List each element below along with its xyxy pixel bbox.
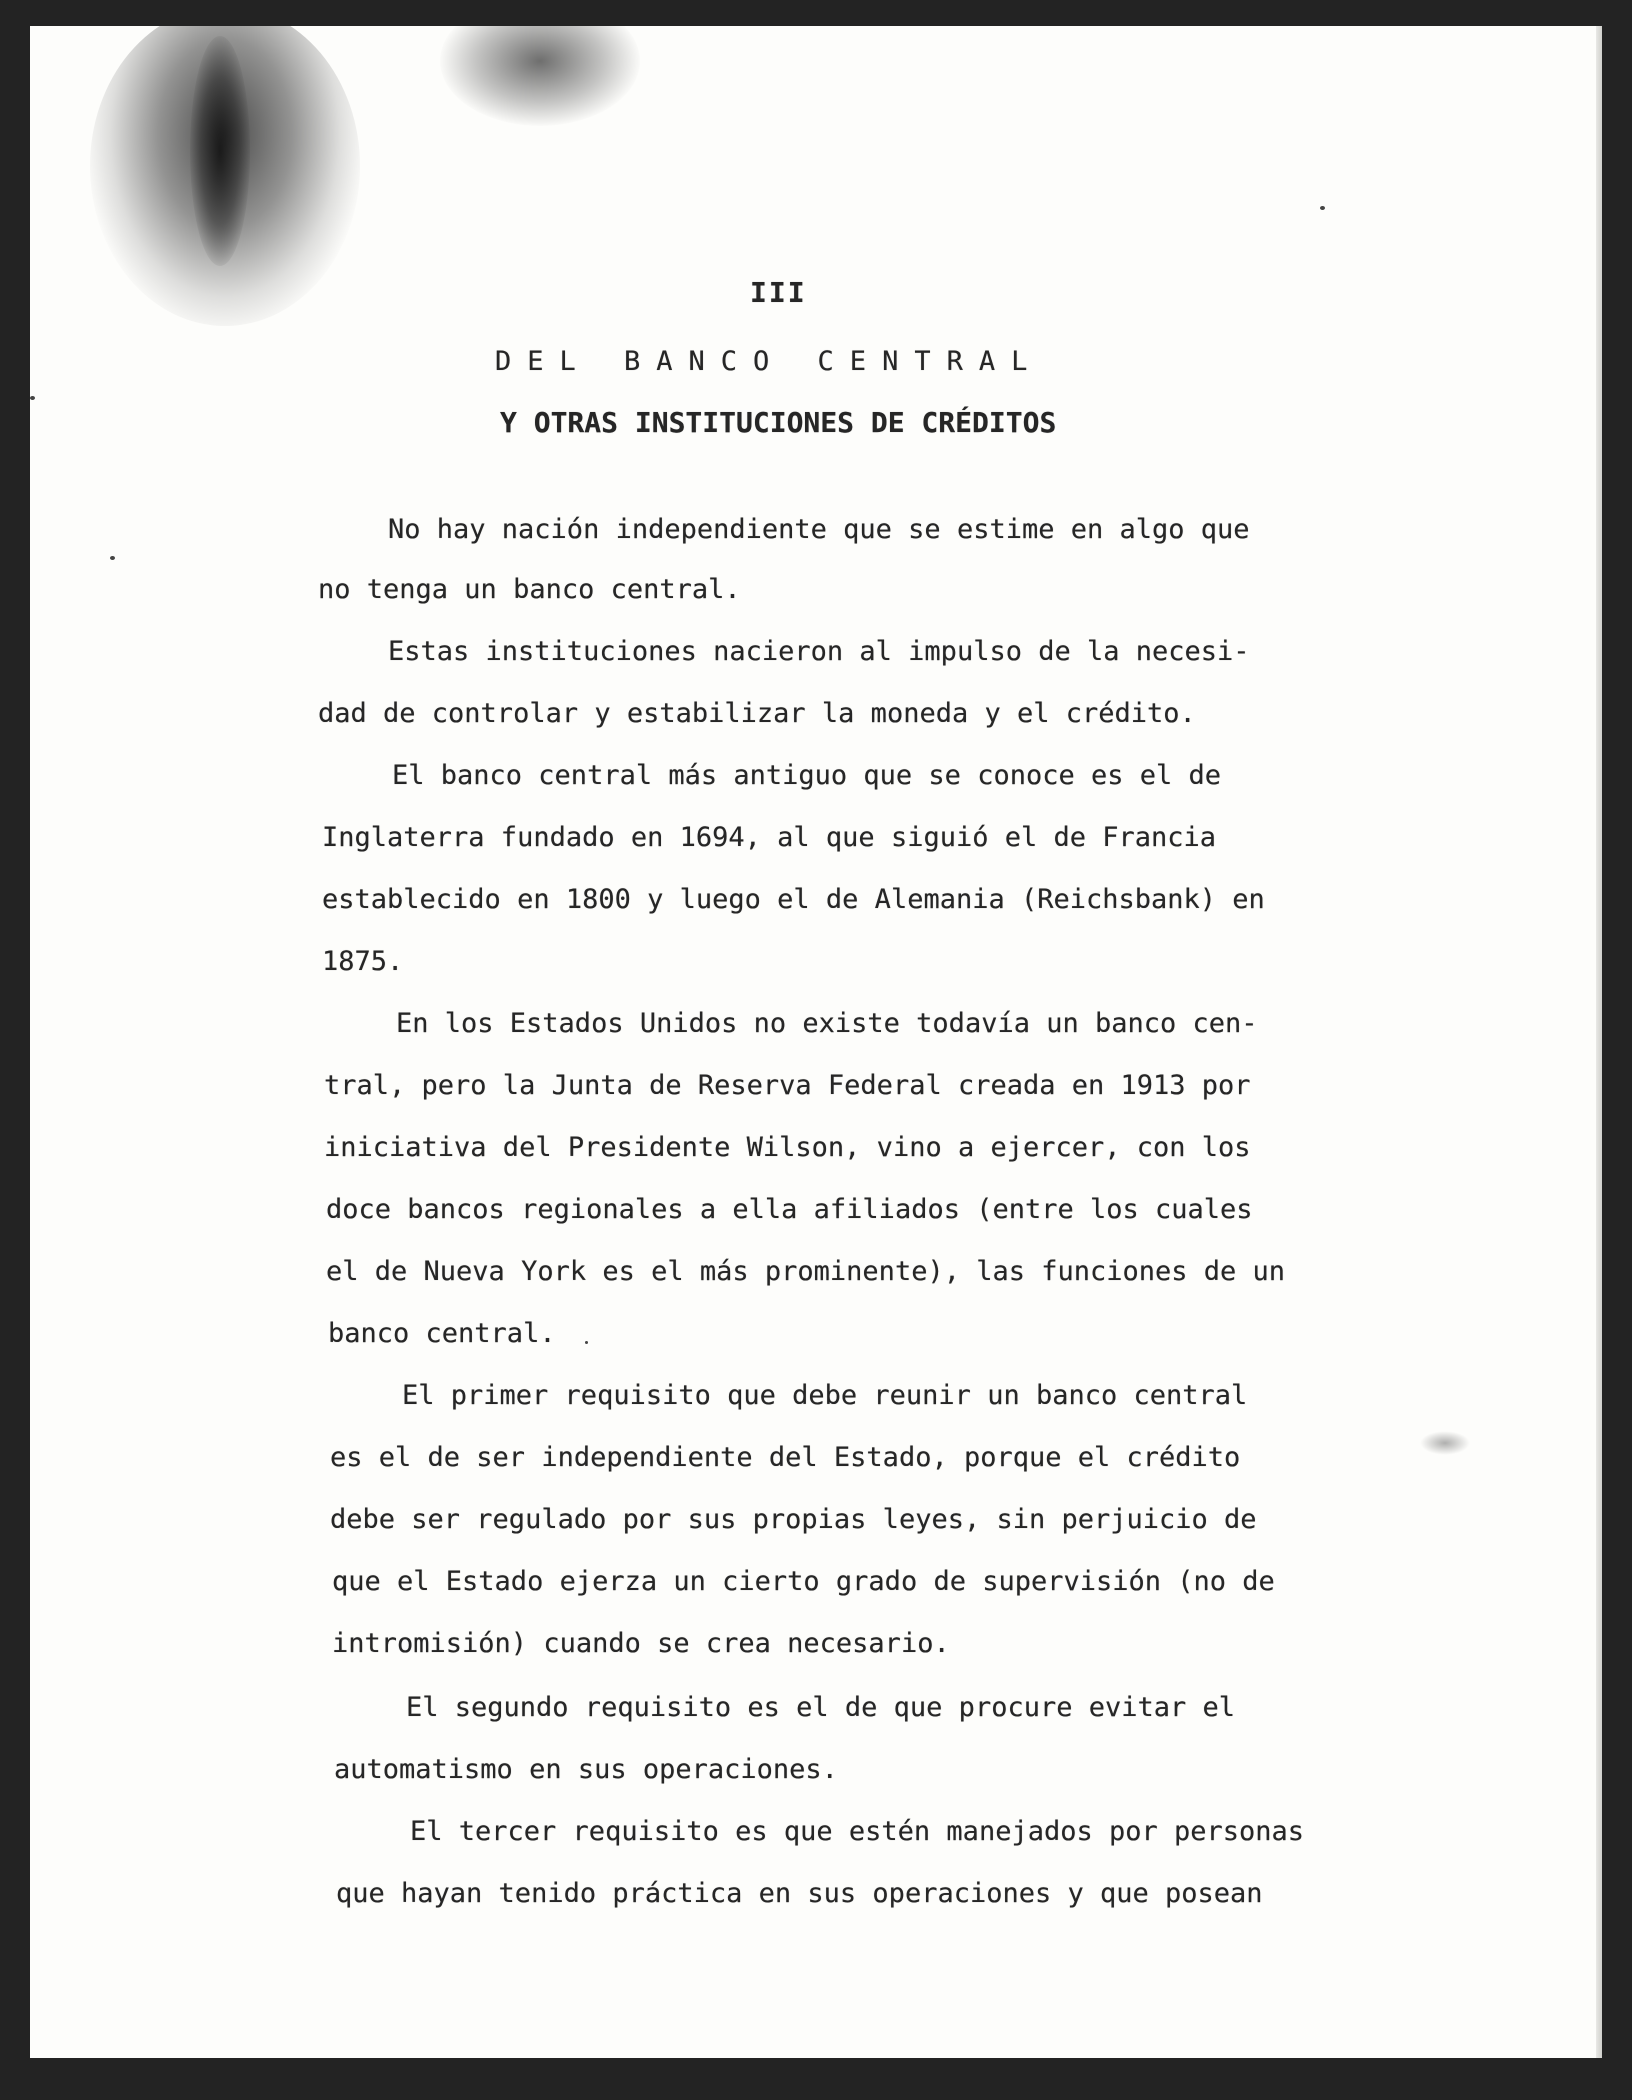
body-line: El banco central más antiguo que se conoce es el de (392, 760, 1222, 791)
body-line: automatismo en sus operaciones. (334, 1754, 838, 1785)
body-line: Estas instituciones nacieron al impulso de la necesi- (388, 636, 1250, 667)
body-line: 1875. (322, 946, 404, 977)
ink-smudge (440, 26, 640, 126)
body-line: debe ser regulado por sus propias leyes, sin perjuicio de (330, 1504, 1257, 1535)
body-line: no tenga un banco central. (318, 574, 741, 605)
body-line: banco central. (328, 1318, 556, 1349)
ink-speck (110, 556, 115, 560)
body-line: El tercer requisito es que estén manejados por personas (410, 1816, 1305, 1847)
body-line: No hay nación independiente que se estime en algo que (388, 514, 1250, 545)
ink-smudge (1420, 1431, 1470, 1455)
body-line: el de Nueva York es el más prominente), las funciones de un (326, 1256, 1286, 1287)
ink-speck (585, 1341, 588, 1344)
body-line: El segundo requisito es el de que procure evitar el (406, 1692, 1236, 1723)
body-line: que hayan tenido práctica en sus operaciones y que posean (336, 1878, 1263, 1909)
ink-smudge (190, 36, 250, 266)
body-line: iniciativa del Presidente Wilson, vino a ejercer, con los (324, 1132, 1251, 1163)
document-page (30, 26, 1602, 2058)
section-number: III (750, 276, 807, 309)
body-line: doce bancos regionales a ella afiliados (entre los cuales (326, 1194, 1253, 1225)
body-line: es el de ser independiente del Estado, porque el crédito (330, 1442, 1241, 1473)
ink-speck (30, 396, 35, 400)
body-line: que el Estado ejerza un cierto grado de supervisión (no de (332, 1566, 1275, 1597)
body-line: establecido en 1800 y luego el de Alemania (Reichsbank) en (322, 884, 1265, 915)
ink-smudge (90, 26, 360, 326)
body-line: El primer requisito que debe reunir un banco central (402, 1380, 1248, 1411)
ink-speck (1320, 206, 1325, 210)
body-line: tral, pero la Junta de Reserva Federal creada en 1913 por (324, 1070, 1251, 1101)
page-edge (1596, 26, 1602, 2058)
section-title: DEL BANCO CENTRAL (495, 346, 1044, 377)
body-line: En los Estados Unidos no existe todavía un banco cen- (396, 1008, 1258, 1039)
section-subtitle: Y OTRAS INSTITUCIONES DE CRÉDITOS (500, 406, 1057, 439)
body-line: intromisión) cuando se crea necesario. (332, 1628, 950, 1659)
body-line: Inglaterra fundado en 1694, al que siguió el de Francia (322, 822, 1217, 853)
body-line: dad de controlar y estabilizar la moneda y el crédito. (318, 698, 1196, 729)
